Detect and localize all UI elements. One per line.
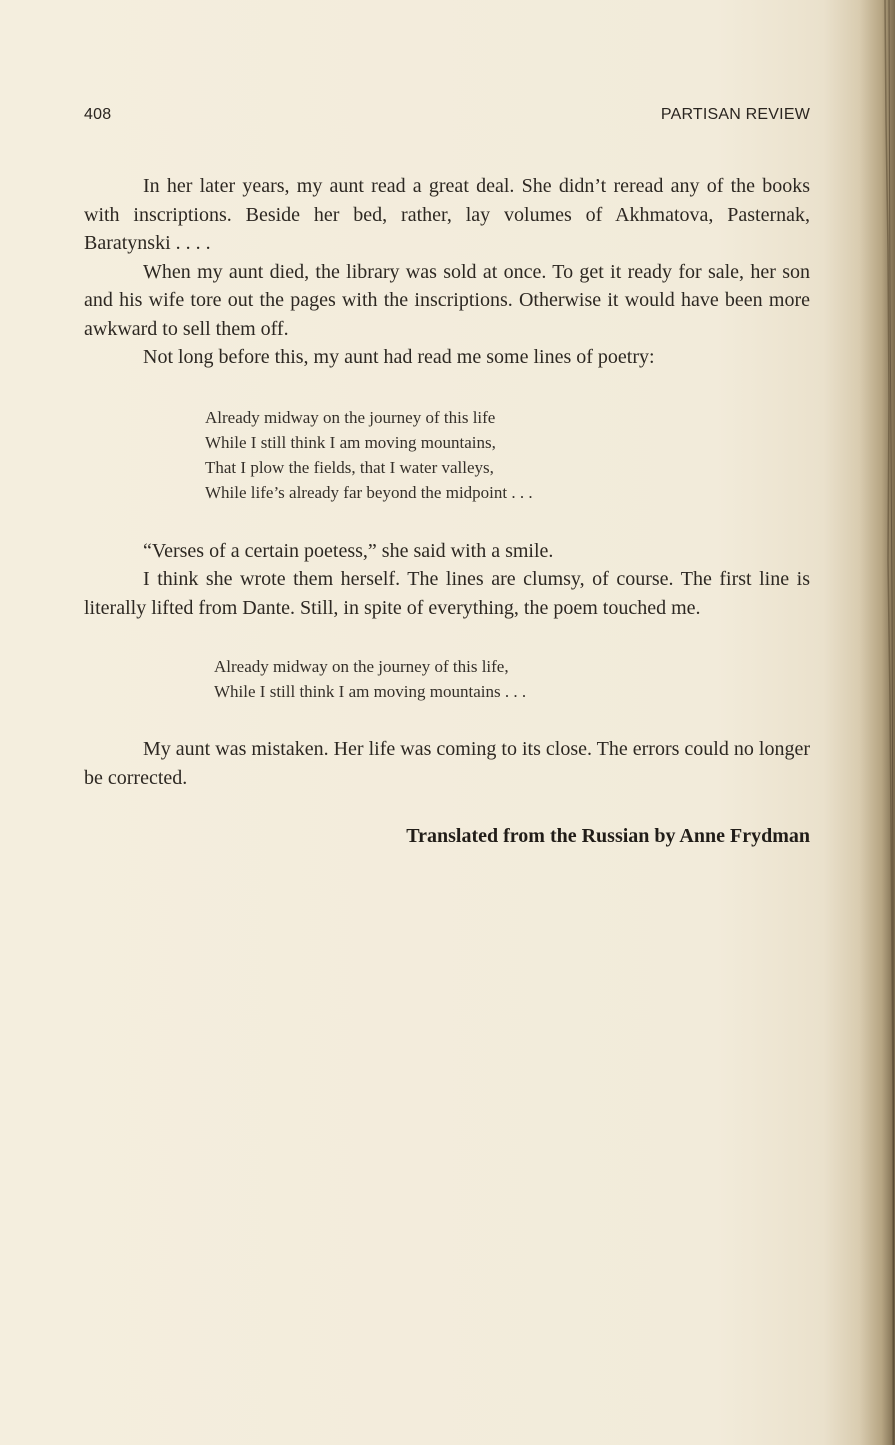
verse-line: That I plow the fields, that I water valleys, xyxy=(205,457,494,477)
article-body xyxy=(84,172,810,851)
page-binding-edge xyxy=(855,0,895,1445)
poem-excerpt xyxy=(84,405,810,505)
verse-line: While I still think I am moving mountains . . . xyxy=(214,682,527,701)
paragraph: “Verses of a certain poetess,” she said with a smile. xyxy=(143,539,554,562)
verse-line: Already midway on the journey of this life, xyxy=(214,657,509,676)
paragraph: Not long before this, my aunt had read me some lines of poetry: xyxy=(143,346,655,368)
verse-line: While I still think I am moving mountains, xyxy=(205,432,496,452)
verse-line: Already midway on the journey of this life xyxy=(205,407,496,427)
paragraph: In her later years, my aunt read a great deal. She didn’t reread any of the books with inscriptions. Beside her bed, rather, lay volumes of Akhmatova, Pasternak, Baratynski . . . . xyxy=(84,175,810,254)
paragraph: I think she wrote them herself. The lines are clumsy, of course. The first line is literally lifted from Dante. Still, in spite of everything, the poem touched me. xyxy=(84,568,810,619)
poem-excerpt-repeat xyxy=(84,654,810,704)
journal-title: PARTISAN REVIEW xyxy=(660,106,810,123)
paragraph: When my aunt died, the library was sold at once. To get it ready for sale, her son and his wife tore out the pages with the inscriptions. Otherwise it would have been more awkward to sell them off. xyxy=(84,260,810,340)
page-number: 408 xyxy=(84,106,112,123)
paragraph: My aunt was mistaken. Her life was coming to its close. The errors could no longer be corrected. xyxy=(84,738,810,789)
translator-credit: Translated from the Russian by Anne Frydman xyxy=(406,825,810,847)
verse-line: While life’s already far beyond the midpoint . . . xyxy=(205,482,533,502)
